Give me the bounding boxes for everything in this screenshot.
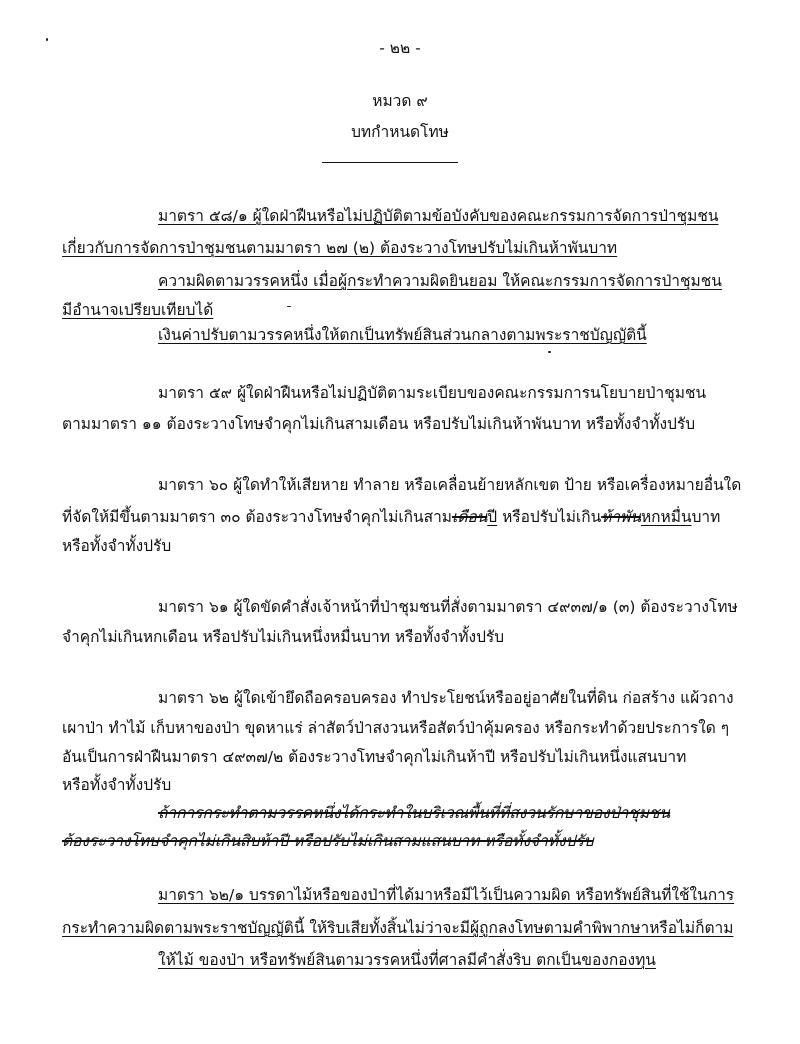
sec62-line2: เผาป่า ทำไม้ เก็บหาของป่า ขุดหาแร่ ล่าสัตว์ป่าสงวนหรือสัตว์ป่าคุ้มครอง หรือกระทำด้วยประการใด ๆ	[62, 719, 730, 737]
sec60-inserted-amendment-2: หกหมื่น	[640, 508, 692, 526]
sec58-1-line4: มีอำนาจเปรียบเทียบได้	[62, 301, 214, 319]
sec62-1-line1: มาตรา ๖๒/๑ บรรดาไม้หรือของป่าที่ได้มาหรือมีไว้เป็นความผิด หรือทรัพย์สินที่ใช้ในการ	[158, 886, 735, 904]
sec59-line1: มาตรา ๕๙ ผู้ใดฝ่าฝืนหรือไม่ปฏิบัติตามระเบียบของคณะกรรมการนโยบายป่าชุมชน	[158, 384, 707, 402]
sec62-struck-paragraph-line2: ต้องระวางโทษจำคุกไม่เกินสิบห้าปี หรือปรับไม่เกินสามแสนบาท หรือทั้งจำทั้งปรับ	[62, 832, 594, 850]
sec60-text-a: ที่จัดให้มีขึ้นตามมาตรา ๓๐ ต้องระวางโทษจำคุกไม่เกินสาม	[62, 508, 453, 526]
sec60-line3: หรือทั้งจำทั้งปรับ	[62, 537, 172, 555]
sec62-line3: อันเป็นการฝ่าฝืนมาตรา ๔๙๓๗/๒ ต้องระวางโทษจำคุกไม่เกินห้าปี หรือปรับไม่เกินหนึ่งแสนบาท	[62, 748, 687, 766]
sec62-line1: มาตรา ๖๒ ผู้ใดเข้ายึดถือครอบครอง ทำประโยชน์หรืออยู่อาศัยในที่ดิน ก่อสร้าง แผ้วถาง	[158, 689, 734, 707]
page-number: - ๒๒ -	[379, 39, 421, 57]
sec61-line2: จำคุกไม่เกินหกเดือน หรือปรับไม่เกินหนึ่งหมื่นบาท หรือทั้งจำทั้งปรับ	[62, 628, 505, 646]
sec58-1-line1: มาตรา ๕๘/๑ ผู้ใดฝ่าฝืนหรือไม่ปฏิบัติตามข้อบังคับของคณะกรรมการจัดการป่าชุมชน	[158, 207, 719, 225]
sec60-line2	[62, 507, 720, 527]
scan-speck	[548, 351, 551, 353]
sec58-1-line3: ความผิดตามวรรคหนึ่ง เมื่อผู้กระทำความผิดยินยอม ให้คณะกรรมการจัดการป่าชุมชน	[158, 272, 722, 290]
scan-speck	[287, 306, 291, 307]
sec60-struck-amendment-1: เดือน	[452, 508, 488, 526]
sec59-line2: ตามมาตรา ๑๑ ต้องระวางโทษจำคุกไม่เกินสามเดือน หรือปรับไม่เกินห้าพันบาท หรือทั้งจำทั้งปรับ	[62, 415, 696, 433]
sec61-line1: มาตรา ๖๑ ผู้ใดขัดคำสั่งเจ้าหน้าที่ป่าชุมชนที่สั่งตามมาตรา ๔๙๓๗/๑ (๓) ต้องระวางโทษ	[158, 598, 738, 616]
sec62-struck-paragraph-line1: ถ้าการกระทำตามวรรคหนึ่งได้กระทำในบริเวณพื้นที่ที่สงวนรักษาของป่าชุมชน	[158, 804, 671, 822]
sec60-line1: มาตรา ๖๐ ผู้ใดทำให้เสียหาย ทำลาย หรือเคลื่อนย้ายหลักเขต ป้าย หรือเครื่องหมายอื่นใด	[158, 476, 742, 494]
sec60-struck-amendment-2: ห้าพัน	[601, 508, 641, 526]
sec60-text-c: หรือปรับไม่เกิน	[497, 508, 602, 526]
sec58-1-line2: เกี่ยวกับการจัดการป่าชุมชนตามมาตรา ๒๗ (๒) ต้องระวางโทษปรับไม่เกินห้าพันบาท	[62, 239, 618, 257]
sec62-1-line3: ให้ไม้ ของป่า หรือทรัพย์สินตามวรรคหนึ่งที่ศาลมีคำสั่งริบ ตกเป็นของกองทุน	[158, 951, 656, 969]
sec60-text-e: บาท	[691, 508, 721, 526]
sec62-1-line2: กระทำความผิดตามพระราชบัญญัตินี้ ให้ริบเสียทั้งสิ้นไม่ว่าจะมีผู้ถูกลงโทษตามคำพิพากษาหรือไม่ก็ตาม	[62, 919, 734, 937]
sec62-line4: หรือทั้งจำทั้งปรับ	[62, 776, 172, 794]
title-divider	[322, 162, 458, 163]
chapter-title: บทกำหนดโทษ	[351, 123, 449, 141]
sec60-inserted-amendment-1: ปี	[487, 508, 498, 526]
sec58-1-line5: เงินค่าปรับตามวรรคหนึ่งให้ตกเป็นทรัพย์สินส่วนกลางตามพระราชบัญญัตินี้	[158, 326, 647, 344]
chapter-heading: หมวด ๙	[372, 92, 428, 110]
